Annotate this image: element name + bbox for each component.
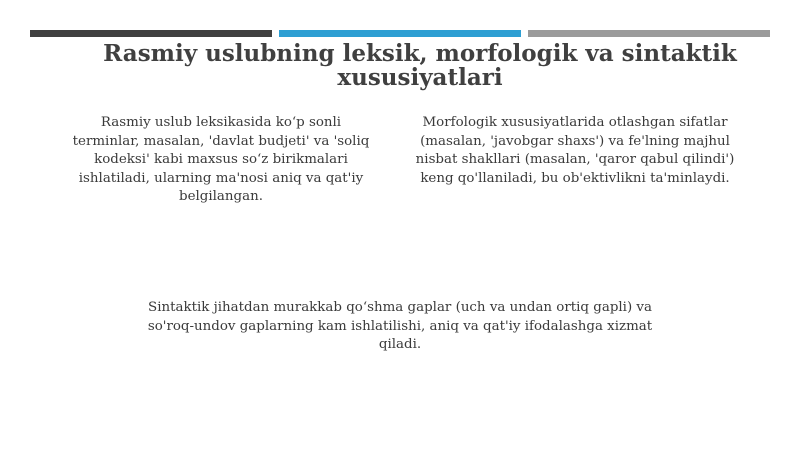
- syntactic-features-paragraph: Sintaktik jihatdan murakkab qo‘shma gaplar (uch va undan ortiq gapli) va so'roq-undov gaplarning kam ishlatilishi, aniq va qat'iy ifodalashga xizmat qiladi.: [147, 300, 653, 352]
- slide-title: Rasmiy uslubning leksik, morfologik va sintaktik xususiyatlari: [103, 40, 737, 91]
- header-accent-bar-left: [30, 30, 272, 37]
- lexical-features-paragraph: Rasmiy uslub leksikasida ko‘p sonli terminlar, masalan, 'davlat budjeti' va 'soliq kodeksi' kabi maxsus so‘z birikmalari ishlatiladi, ularning ma'nosi aniq va qat'iy belgilangan.: [72, 115, 370, 204]
- morphological-features-paragraph: Morfologik xususiyatlarida otlashgan sifatlar (masalan, 'javobgar shaxs') va fe'lning majhul nisbat shakllari (masalan, 'qaror qabul qilindi') keng qo'llaniladi, bu ob'ektivlikni ta'minlaydi.: [415, 115, 735, 186]
- header-accent-bar-middle: [279, 30, 521, 37]
- header-accent-bar-right: [528, 30, 770, 37]
